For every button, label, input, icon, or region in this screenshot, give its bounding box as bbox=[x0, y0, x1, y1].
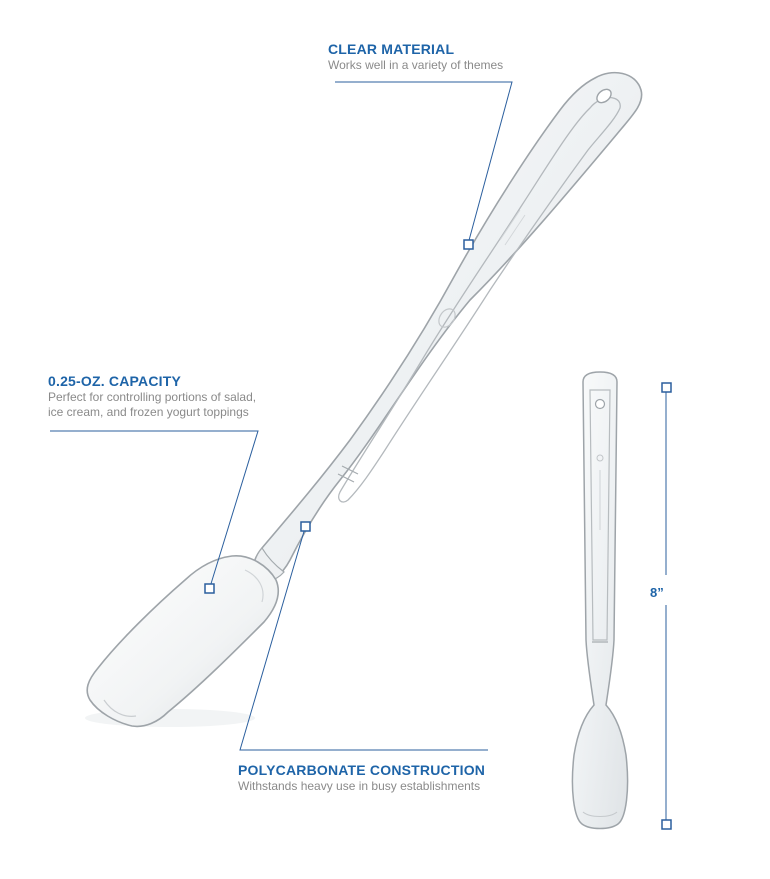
square-marker-icon bbox=[662, 383, 671, 392]
callout-capacity bbox=[48, 373, 288, 420]
callout-description-line-2: ice cream, and frozen yogurt toppings bbox=[48, 405, 249, 419]
square-marker-icon bbox=[464, 240, 473, 249]
square-marker-icon bbox=[205, 584, 214, 593]
callout-description: Works well in a variety of themes bbox=[328, 58, 504, 72]
square-marker-icon bbox=[301, 522, 310, 531]
callout-title: 0.25-OZ. CAPACITY bbox=[48, 373, 182, 389]
square-marker-icon bbox=[662, 820, 671, 829]
callout-description: Withstands heavy use in busy establishments bbox=[238, 779, 481, 793]
spoonula-front-icon bbox=[572, 372, 627, 829]
callout-polycarbonate-construction bbox=[238, 762, 538, 794]
callout-clear-material bbox=[328, 41, 588, 73]
leader-clear-material bbox=[335, 82, 512, 244]
dimension-length-label: 8” bbox=[650, 585, 664, 600]
callout-description-line-1: Perfect for controlling portions of salad, bbox=[48, 390, 257, 404]
callout-title: POLYCARBONATE CONSTRUCTION bbox=[238, 762, 486, 778]
callout-title: CLEAR MATERIAL bbox=[328, 41, 455, 57]
